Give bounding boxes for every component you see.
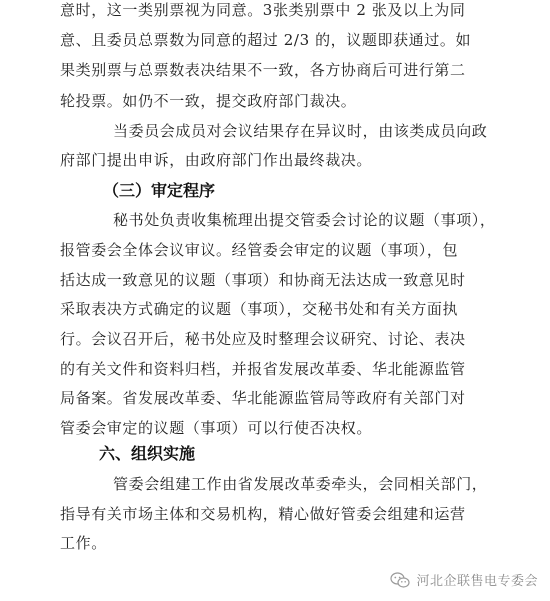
watermark — [390, 570, 538, 589]
text-line: 果类别票与总票数表决结果不一致，各方协商后可进行第二 — [60, 61, 466, 79]
text-line: 管委会审定的议题（事项）可以行使否决权。 — [60, 419, 373, 437]
text-line: 采取表决方式确定的议题（事项），交秘书处和有关方面执 — [60, 300, 459, 318]
text-line: 括达成一致意见的议题（事项）和协商无法达成一致意见时 — [60, 271, 466, 289]
text-line: 报管委会全体会议审议。经管委会审定的议题（事项），包 — [60, 241, 459, 259]
text-line: 意时，这一类别票视为同意。3张类别票中 2 张及以上为同 — [60, 1, 466, 19]
text-line: 局备案。省发展改革委、华北能源监管局等政府有关部门对 — [60, 389, 466, 407]
text-line: 行。会议召开后，秘书处应及时整理会议研究、讨论、表决 — [60, 330, 466, 348]
text-line: 指导有关市场主体和交易机构，精心做好管委会组建和运营 — [60, 505, 466, 523]
watermark-text: 河北企联售电专委会 — [416, 574, 538, 589]
text-line: 工作。 — [60, 534, 107, 552]
text-line: 轮投票。如仍不一致，提交政府部门裁决。 — [60, 92, 357, 110]
text-line: 当委员会成员对会议结果存在异议时，由该类成员向政 — [113, 122, 488, 140]
text-line: 秘书处负责收集梳理出提交管委会讨论的议题（事项）， — [113, 211, 496, 229]
text-line: 府部门提出申诉，由政府部门作出最终裁决。 — [60, 151, 373, 169]
text-line: 管委会组建工作由省发展改革委牵头，会同相关部门， — [113, 475, 488, 493]
section-heading-organization: 六、组织实施 — [99, 444, 196, 463]
text-line: 意、且委员总票数为同意的超过 2/3 的，议题即获通过。如 — [60, 31, 472, 49]
text-line: 的有关文件和资料归档，并报省发展改革委、华北能源监管 — [60, 360, 466, 378]
wechat-icon — [390, 572, 410, 588]
section-heading-review-procedure: （三）审定程序 — [103, 181, 216, 200]
